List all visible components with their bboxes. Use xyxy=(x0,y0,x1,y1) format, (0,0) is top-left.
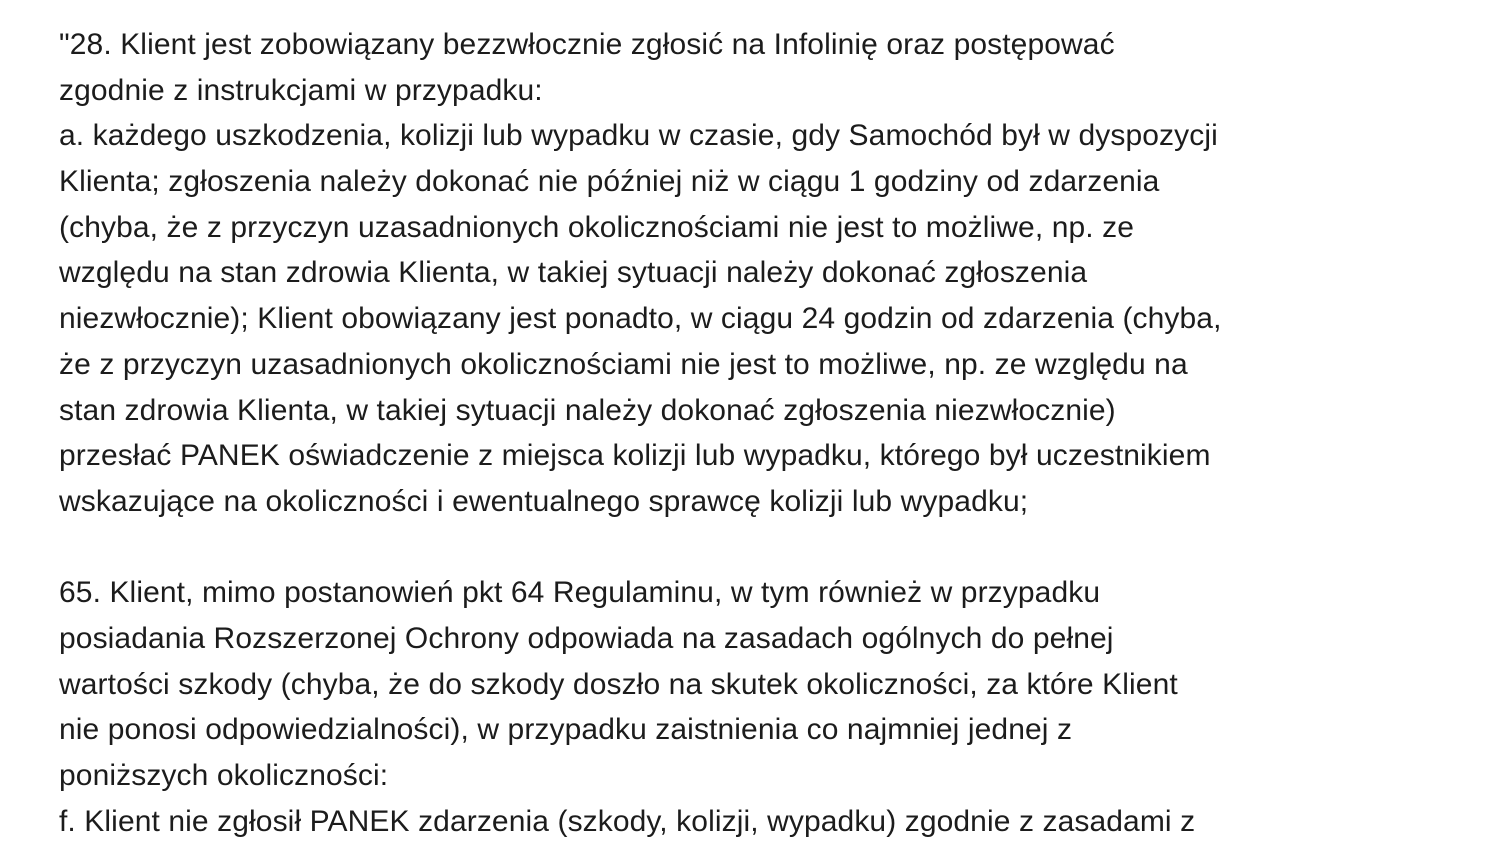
text-line: niezwłocznie); Klient obowiązany jest ponadto, w ciągu 24 godzin od zdarzenia (chyba, xyxy=(59,302,1222,336)
text-line: a. każdego uszkodzenia, kolizji lub wypadku w czasie, gdy Samochód był w dyspozycji xyxy=(59,119,1218,153)
text-line: zgodnie z instrukcjami w przypadku: xyxy=(59,73,543,107)
text-line: 65. Klient, mimo postanowień pkt 64 Regulaminu, w tym również w przypadku xyxy=(59,576,1101,610)
text-line: poniższych okoliczności: xyxy=(59,759,389,792)
text-line: Klienta; zgłoszenia należy dokonać nie później niż w ciągu 1 godziny od zdarzenia xyxy=(59,165,1160,199)
text-line: (chyba, że z przyczyn uzasadnionych okolicznościami nie jest to możliwe, np. ze xyxy=(59,210,1135,244)
text-line: "28. Klient jest zobowiązany bezzwłocznie zgłosić na Infolinię oraz postępować xyxy=(59,28,1115,61)
text-line: posiadania Rozszerzonej Ochrony odpowiada na zasadach ogólnych do pełnej xyxy=(59,621,1114,655)
paragraph-28 xyxy=(59,22,1489,525)
document-text xyxy=(59,22,1489,844)
text-line: wskazujące na okoliczności i ewentualnego sprawcę kolizji lub wypadku; xyxy=(59,484,1029,518)
text-line: stan zdrowia Klienta, w takiej sytuacji należy dokonać zgłoszenia niezwłocznie) xyxy=(59,393,1116,427)
text-line: nie ponosi odpowiedzialności), w przypadku zaistnienia co najmniej jednej z xyxy=(59,713,1073,747)
text-line: f. Klient nie zgłosił PANEK zdarzenia (szkody, kolizji, wypadku) zgodnie z zasadami z xyxy=(59,804,1196,838)
paragraph-65 xyxy=(59,570,1489,844)
text-line: przesłać PANEK oświadczenie z miejsca kolizji lub wypadku, którego był uczestnikiem xyxy=(59,439,1211,473)
text-line: względu na stan zdrowia Klienta, w takiej sytuacji należy dokonać zgłoszenia xyxy=(59,256,1088,290)
text-line: że z przyczyn uzasadnionych okolicznościami nie jest to możliwe, np. ze względu na xyxy=(59,347,1188,381)
paragraph-gap xyxy=(59,525,1489,571)
text-line: wartości szkody (chyba, że do szkody doszło na skutek okoliczności, za które Klient xyxy=(59,667,1178,701)
